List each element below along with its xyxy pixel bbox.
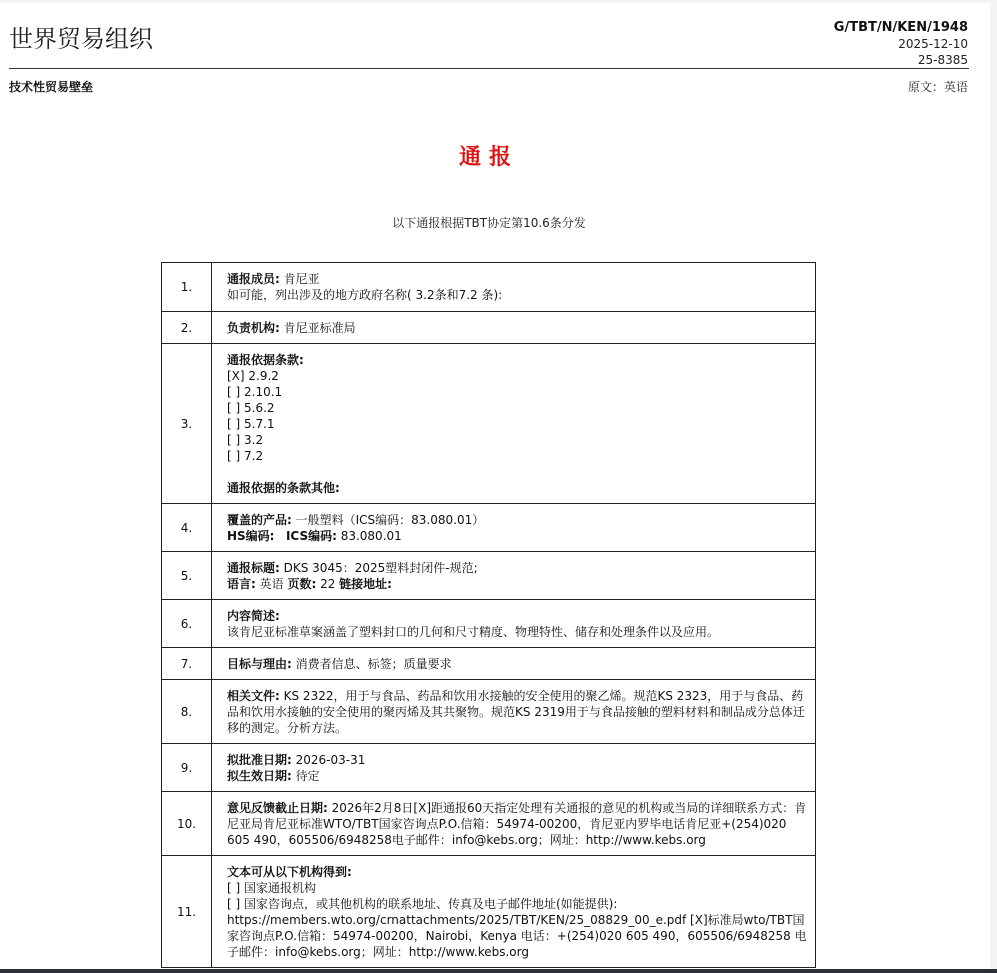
field-label: 拟生效日期: — [227, 768, 292, 783]
field-label: 负责机构: — [227, 320, 280, 335]
field-value: 2026年2月8日[X]距通报60天指定处理有关通报的意见的机构或当局的详细联系方式：肯尼亚局肯尼亚标准WTO/TBT国家咨询点P.O.信箱：54974-00200，肯尼亚内罗毕电话肯尼亚+(254)020 605 490，605506/6948258电子邮件：info@kebs.org；网址：http://www.kebs.org — [227, 800, 807, 847]
table-row-5 — [162, 552, 816, 600]
field-label: 通报标题: — [227, 560, 280, 575]
header-divider — [9, 68, 969, 69]
field-label: 拟批准日期: — [227, 752, 292, 767]
row-content — [212, 263, 816, 312]
field-value: https://members.wto.org/crnattachments/2025/TBT/KEN/25_08829_00_e.pdf [X]标准局wto/TBT国家咨询点P.O.信箱：54974-00200，Nairobi，Kenya 电话：+(254)020 605 490，605506/6948258 电子邮件：info@kebs.org；网址：http://www.kebs.org — [227, 912, 807, 959]
pages-label: 页数: — [287, 576, 317, 591]
original-language: 原文：英语 — [907, 80, 968, 94]
hs-code-label: HS编码: — [227, 528, 275, 543]
table-row-4 — [162, 504, 816, 552]
row-content — [212, 504, 816, 552]
field-value: 2026-03-31 — [291, 752, 366, 767]
table-row-11 — [162, 856, 816, 968]
row-number: 4. — [162, 504, 212, 552]
scrollbar-track[interactable] — [990, 0, 997, 969]
field-value: 肯尼亚标准局 — [279, 320, 356, 335]
field-value: DKS 3045：2025塑料封闭件-规范; — [279, 560, 478, 575]
row-content — [212, 648, 816, 680]
notification-table — [161, 262, 816, 968]
field-label: 通报成员: — [227, 272, 280, 286]
table-row-2 — [162, 312, 816, 344]
table-row-10 — [162, 792, 816, 856]
field-label: 目标与理由: — [227, 656, 292, 671]
table-row-7 — [162, 648, 816, 680]
spacer — [227, 464, 807, 480]
article-option: [ ] 3.2 — [227, 432, 264, 447]
row-content — [212, 344, 816, 504]
table-row-9 — [162, 744, 816, 792]
document-date: 2025-12-10 — [898, 37, 968, 51]
availability-option: [ ] 国家咨询点，或其他机构的联系地址、传真及电子邮件地址(如能提供): — [227, 896, 618, 911]
field-note: 如可能，列出涉及的地方政府名称( 3.2条和7.2 条): — [227, 288, 503, 302]
document-symbol: G/TBT/N/KEN/1948 — [833, 20, 968, 35]
link-label: 链接地址: — [339, 576, 392, 591]
field-value: 一般塑料（ICS编码：83.080.01） — [291, 512, 485, 527]
document-number: 25-8385 — [917, 53, 968, 67]
article-option: [ ] 7.2 — [227, 448, 264, 463]
row-content — [212, 680, 816, 744]
row-number: 1. — [162, 263, 212, 312]
row-content — [212, 792, 816, 856]
ics-code-value: 83.080.01 — [336, 528, 402, 543]
field-label: 内容简述: — [227, 608, 280, 623]
table-row-8 — [162, 680, 816, 744]
row-number: 2. — [162, 312, 212, 344]
org-title: 世界贸易组织 — [9, 25, 153, 53]
field-label: 覆盖的产品: — [227, 512, 292, 527]
row-content — [212, 552, 816, 600]
row-number: 10. — [162, 792, 212, 856]
row-number: 9. — [162, 744, 212, 792]
row-content — [212, 744, 816, 792]
row-number: 5. — [162, 552, 212, 600]
field-label: 相关文件: — [227, 688, 280, 703]
field-value: 消费者信息、标签；质量要求 — [291, 656, 452, 671]
field-value: 待定 — [291, 768, 320, 783]
row-number: 7. — [162, 648, 212, 680]
language-label: 语言: — [227, 576, 256, 591]
field-value: 该肯尼亚标准草案涵盖了塑料封口的几何和尺寸精度、物理特性、储存和处理条件以及应用。 — [227, 624, 720, 639]
row-number: 3. — [162, 344, 212, 504]
top-border — [0, 0, 997, 3]
table-row-6 — [162, 600, 816, 648]
table-row-3 — [162, 344, 816, 504]
article-option: [ ] 5.7.1 — [227, 416, 275, 431]
row-number: 8. — [162, 680, 212, 744]
row-number: 6. — [162, 600, 212, 648]
availability-option: [ ] 国家通报机构 — [227, 880, 316, 895]
field-label: 文本可从以下机构得到: — [227, 864, 352, 879]
field-label: 通报依据条款: — [227, 352, 304, 367]
ics-code-label: ICS编码: — [285, 528, 337, 543]
row-content — [212, 856, 816, 968]
intro-text: 以下通报根据TBT协定第10.6条分发 — [392, 216, 586, 230]
article-option: [ ] 2.10.1 — [227, 384, 283, 399]
bottom-bar — [0, 969, 997, 973]
field-label: 通报依据的条款其他: — [227, 480, 340, 495]
row-content — [212, 312, 816, 344]
field-value: 肯尼亚 — [279, 272, 320, 286]
page-title: 通报 — [458, 145, 519, 170]
field-value: KS 2322，用于与食品、药品和饮用水接触的安全使用的聚乙烯。规范KS 2323，用于与食品、药品和饮用水接触的安全使用的聚丙烯及其共聚物。规范KS 2319用于与食品接触的塑料材料和制品成分总体迁移的测定。分析方法。 — [227, 688, 805, 735]
row-number: 11. — [162, 856, 212, 968]
language-value: 英语 — [255, 576, 288, 591]
article-option: [ ] 5.6.2 — [227, 400, 275, 415]
article-option: [X] 2.9.2 — [227, 368, 279, 383]
row-content — [212, 600, 816, 648]
table-row-1 — [162, 263, 816, 312]
field-label: 意见反馈截止日期: — [227, 800, 328, 815]
committee-name: 技术性贸易壁垒 — [9, 80, 94, 94]
pages-value: 22 — [316, 576, 340, 591]
